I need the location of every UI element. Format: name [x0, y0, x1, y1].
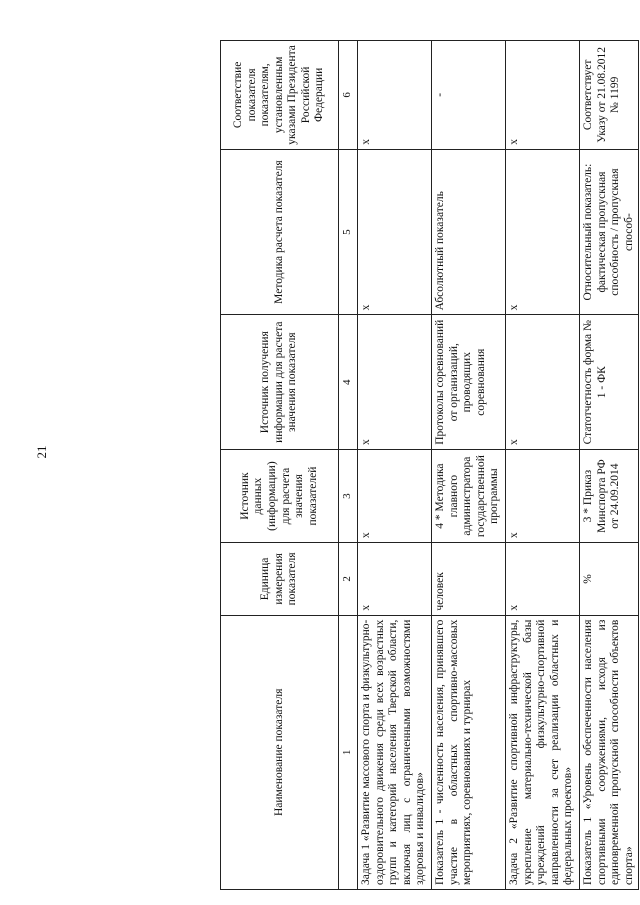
cell-compliance: x [506, 41, 580, 150]
cell-unit: человек [432, 543, 506, 615]
cell-method: Абсолютный показатель [432, 149, 506, 315]
column-number-row [339, 41, 358, 890]
table-row [580, 41, 639, 890]
rotated-table-wrapper [220, 40, 635, 890]
cell-info-source: x [506, 315, 580, 450]
column-number: 4 [339, 315, 358, 450]
cell-method: x [506, 149, 580, 315]
table-row [432, 41, 506, 890]
table-header-row [221, 41, 339, 890]
cell-info-source: Статотчетность форма № 1 - ФК [580, 315, 639, 450]
column-number: 5 [339, 149, 358, 315]
header-info-source: Источник получения информации для расчета значения показателя [221, 315, 339, 450]
header-compliance: Соответствие показателя показателям, установленным указами Президента Российской Федерации [221, 41, 339, 150]
column-number: 1 [339, 615, 358, 889]
column-number: 6 [339, 41, 358, 150]
cell-unit: x [358, 543, 432, 615]
header-data-source: Источник данных (информации) для расчета значения показателей [221, 450, 339, 543]
cell-data-source: 4 * Методика главного администратора государственной программы [432, 450, 506, 543]
indicators-table [220, 40, 639, 890]
column-number: 3 [339, 450, 358, 543]
cell-data-source: x [506, 450, 580, 543]
cell-indicator-name: Задача 1 «Развитие массового спорта и физкультурно-оздоровительного движения среди всех возрастных групп и категорий населения Тверской области, включая лиц с ограниченными возможностями здоровья и инвалидов» [358, 615, 432, 889]
cell-compliance: x [358, 41, 432, 150]
cell-compliance: - [432, 41, 506, 150]
cell-data-source: 3 * Приказ Минспорта РФ от 24.09.2014 [580, 450, 639, 543]
cell-method: Относительный показатель: фактическая пропускная способность / пропускная способ- [580, 149, 639, 315]
cell-data-source: x [358, 450, 432, 543]
header-indicator-name: Наименование показателя [221, 615, 339, 889]
table-row [358, 41, 432, 890]
header-method: Методика расчета показателя [221, 149, 339, 315]
column-number: 2 [339, 543, 358, 615]
header-unit: Единица измерения показателя [221, 543, 339, 615]
cell-info-source: Протоколы соревнований от организаций, проводящих соревнования [432, 315, 506, 450]
cell-indicator-name: Показатель 1 - численность населения, принявшего участие в областных спортивно-массовых мероприятиях, соревнованиях и турнирах [432, 615, 506, 889]
cell-info-source: x [358, 315, 432, 450]
table-row [506, 41, 580, 890]
cell-unit: x [506, 543, 580, 615]
cell-unit: % [580, 543, 639, 615]
page-number: 21 [34, 445, 49, 459]
cell-method: x [358, 149, 432, 315]
cell-indicator-name: Показатель 1 «Уровень обеспеченности населения спортивными сооружениями, исходя из единовременной пропускной способности объектов спорта» [580, 615, 639, 889]
cell-indicator-name: Задача 2 «Развитие спортивной инфраструктуры, укрепление материально-технической базы учреждений физкультурно-спортивной направленности за счет реализации областных и федеральных проектов» [506, 615, 580, 889]
cell-compliance: Соответствует Указу от 21.08.2012 № 1199 [580, 41, 639, 150]
